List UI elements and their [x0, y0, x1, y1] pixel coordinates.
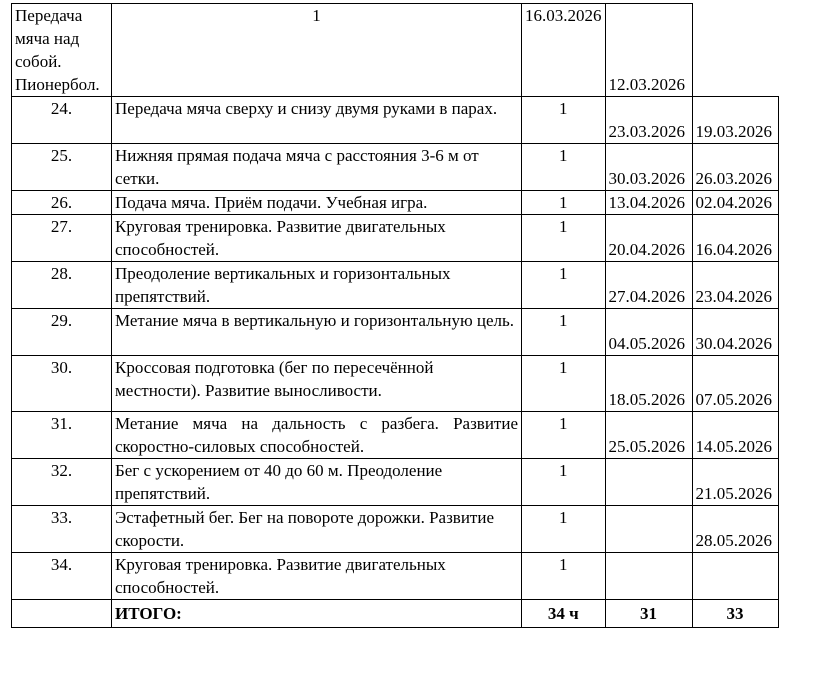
- row-date-plan: [605, 506, 692, 553]
- row-date-plan: 20.04.2026: [605, 215, 692, 262]
- table-row: [12, 309, 779, 356]
- total-label: ИТОГО:: [112, 600, 522, 628]
- row-date-fact: 14.05.2026: [692, 412, 778, 459]
- row-date-fact: 23.04.2026: [692, 262, 778, 309]
- row-number: 28.: [12, 262, 112, 309]
- lesson-plan-table: [11, 3, 779, 628]
- row-date-fact: 30.04.2026: [692, 309, 778, 356]
- row-date-fact: 28.05.2026: [692, 506, 778, 553]
- row-number: 31.: [12, 412, 112, 459]
- row-date-plan: 23.03.2026: [605, 97, 692, 144]
- row-topic: Нижняя прямая подача мяча с расстояния 3-6 м от сетки.: [112, 144, 522, 191]
- total-hours: 34 ч: [522, 600, 606, 628]
- table-row-total: [12, 600, 779, 628]
- row-hours: 1: [522, 262, 606, 309]
- row-topic: Эстафетный бег. Бег на повороте дорожки. Развитие скорости.: [112, 506, 522, 553]
- row-number: 33.: [12, 506, 112, 553]
- row-hours: 1: [522, 506, 606, 553]
- table-row: [12, 412, 779, 459]
- row-number: 29.: [12, 309, 112, 356]
- total-fact-count: 33: [692, 600, 778, 628]
- row-hours: 1: [522, 191, 606, 215]
- row-date-plan: [605, 553, 692, 600]
- row-number: 34.: [12, 553, 112, 600]
- row-hours: 1: [522, 412, 606, 459]
- row-date-plan: 27.04.2026: [605, 262, 692, 309]
- row-date-fact: 26.03.2026: [692, 144, 778, 191]
- row-date-plan: 13.04.2026: [605, 191, 692, 215]
- row-date-fact: 21.05.2026: [692, 459, 778, 506]
- row-number: 26.: [12, 191, 112, 215]
- row-date-plan: 30.03.2026: [605, 144, 692, 191]
- topic-cell: Передача мяча над собой. Пионербол.: [12, 4, 112, 97]
- table-row: [12, 215, 779, 262]
- row-hours: 1: [522, 97, 606, 144]
- row-date-fact: [692, 553, 778, 600]
- row-date-fact: 02.04.2026: [692, 191, 778, 215]
- row-topic: Круговая тренировка. Развитие двигательных способностей.: [112, 553, 522, 600]
- table-row-head: [12, 4, 779, 97]
- row-hours: 1: [522, 215, 606, 262]
- table-row: [12, 553, 779, 600]
- date-plan-cell: 16.03.2026: [522, 4, 606, 97]
- row-hours: 1: [522, 553, 606, 600]
- total-plan-count: 31: [605, 600, 692, 628]
- row-topic: Метание мяча в вертикальную и горизонтальную цель.: [112, 309, 522, 356]
- row-date-plan: 04.05.2026: [605, 309, 692, 356]
- table-row: [12, 97, 779, 144]
- row-topic: Бег с ускорением от 40 до 60 м. Преодоление препятствий.: [112, 459, 522, 506]
- date-fact-cell: 12.03.2026: [605, 4, 692, 97]
- table-row: [12, 144, 779, 191]
- table-row: [12, 459, 779, 506]
- table-row: [12, 191, 779, 215]
- total-empty-cell: [12, 600, 112, 628]
- row-date-plan: 18.05.2026: [605, 356, 692, 412]
- row-topic: Передача мяча сверху и снизу двумя руками в парах.: [112, 97, 522, 144]
- row-hours: 1: [522, 309, 606, 356]
- row-number: 24.: [12, 97, 112, 144]
- empty-cell: [692, 4, 778, 97]
- row-date-fact: 19.03.2026: [692, 97, 778, 144]
- row-topic: Подача мяча. Приём подачи. Учебная игра.: [112, 191, 522, 215]
- row-hours: 1: [522, 356, 606, 412]
- row-topic: Кроссовая подготовка (бег по пересечённой местности). Развитие выносливости.: [112, 356, 522, 412]
- table-row: [12, 506, 779, 553]
- table-row: [12, 262, 779, 309]
- row-topic: Метание мяча на дальность с разбега. Развитие скоростно-силовых способностей.: [112, 412, 522, 459]
- row-topic: Круговая тренировка. Развитие двигательных способностей.: [112, 215, 522, 262]
- hours-cell: 1: [112, 4, 522, 97]
- row-number: 27.: [12, 215, 112, 262]
- row-hours: 1: [522, 459, 606, 506]
- row-date-plan: [605, 459, 692, 506]
- row-date-fact: 16.04.2026: [692, 215, 778, 262]
- row-number: 32.: [12, 459, 112, 506]
- row-hours: 1: [522, 144, 606, 191]
- table-row: [12, 356, 779, 412]
- row-date-fact: 07.05.2026: [692, 356, 778, 412]
- row-topic: Преодоление вертикальных и горизонтальных препятствий.: [112, 262, 522, 309]
- row-date-plan: 25.05.2026: [605, 412, 692, 459]
- row-number: 30.: [12, 356, 112, 412]
- row-number: 25.: [12, 144, 112, 191]
